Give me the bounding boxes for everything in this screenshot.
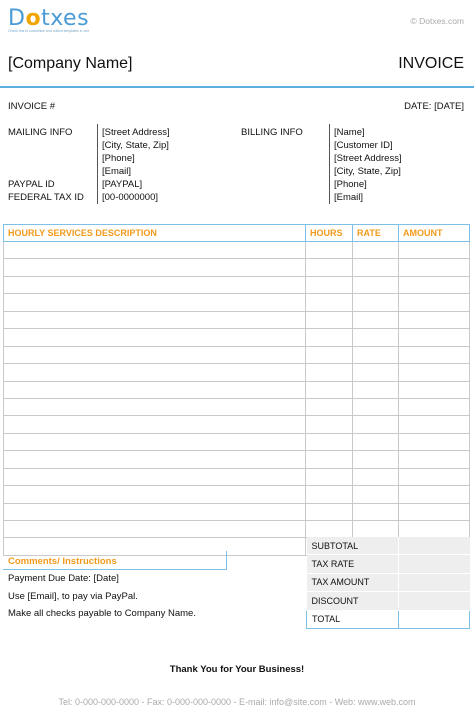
service-row — [4, 503, 470, 520]
rate-cell[interactable] — [353, 311, 399, 328]
mailing-info-label: MAILING INFO — [8, 127, 73, 138]
billing-line: [Email] — [334, 192, 364, 203]
rate-cell[interactable] — [353, 242, 399, 259]
hours-cell[interactable] — [306, 451, 353, 468]
invoice-number-label: INVOICE # — [8, 101, 55, 112]
service-row — [4, 451, 470, 468]
subtotal-label: SUBTOTAL — [307, 537, 399, 555]
hours-cell[interactable] — [306, 433, 353, 450]
tax-rate-value[interactable] — [399, 555, 470, 573]
description-cell[interactable] — [4, 503, 306, 520]
column-header-rate: RATE — [353, 225, 399, 242]
mailing-line: [Email] — [102, 166, 132, 177]
services-table — [3, 224, 469, 556]
totals-row-total — [307, 610, 470, 628]
service-row — [4, 468, 470, 485]
amount-cell[interactable] — [399, 294, 470, 311]
description-cell[interactable] — [4, 538, 306, 555]
service-row — [4, 242, 470, 259]
services-header-row — [4, 225, 470, 242]
service-row — [4, 433, 470, 450]
hours-cell[interactable] — [306, 398, 353, 415]
rate-cell[interactable] — [353, 468, 399, 485]
hours-cell[interactable] — [306, 381, 353, 398]
description-cell[interactable] — [4, 294, 306, 311]
amount-cell[interactable] — [399, 329, 470, 346]
copyright-text: © Dotxes.com — [410, 16, 464, 26]
amount-cell[interactable] — [399, 416, 470, 433]
service-row — [4, 486, 470, 503]
tax-id-value: [00-0000000] — [102, 192, 158, 203]
tax-id-label: FEDERAL TAX ID — [8, 192, 84, 203]
service-row — [4, 276, 470, 293]
rate-cell[interactable] — [353, 364, 399, 381]
totals-block — [306, 537, 469, 629]
service-row — [4, 346, 470, 363]
tax-amount-label: TAX AMOUNT — [307, 573, 399, 591]
service-row — [4, 398, 470, 415]
rate-cell[interactable] — [353, 398, 399, 415]
company-name: [Company Name] — [8, 55, 133, 72]
rate-cell[interactable] — [353, 451, 399, 468]
thank-you-message: Thank You for Your Business! — [169, 664, 305, 675]
hours-cell[interactable] — [306, 521, 353, 538]
hours-cell[interactable] — [306, 416, 353, 433]
amount-cell[interactable] — [399, 259, 470, 276]
subtotal-value[interactable] — [399, 537, 470, 555]
hours-cell[interactable] — [306, 259, 353, 276]
column-header-amount: AMOUNT — [399, 225, 470, 242]
rate-cell[interactable] — [353, 381, 399, 398]
billing-address — [334, 127, 402, 205]
totals-row-discount — [307, 592, 470, 610]
rate-cell[interactable] — [353, 294, 399, 311]
totals-row-subtotal — [307, 537, 470, 555]
header-divider — [0, 86, 474, 88]
billing-line: [Customer ID] — [334, 140, 393, 151]
paypal-label: PAYPAL ID — [8, 179, 55, 190]
rate-cell[interactable] — [353, 346, 399, 363]
service-row — [4, 381, 470, 398]
amount-cell[interactable] — [399, 398, 470, 415]
hours-cell[interactable] — [306, 468, 353, 485]
billing-line: [Phone] — [334, 179, 367, 190]
billing-info-label: BILLING INFO — [241, 127, 303, 138]
hours-cell[interactable] — [306, 346, 353, 363]
description-cell[interactable] — [4, 259, 306, 276]
mailing-line: [Phone] — [102, 153, 135, 164]
rate-cell[interactable] — [353, 416, 399, 433]
totals-row-tax-amount — [307, 573, 470, 591]
column-header-hours: HOURS — [306, 225, 353, 242]
amount-cell[interactable] — [399, 364, 470, 381]
description-cell[interactable] — [4, 329, 306, 346]
billing-divider — [329, 124, 330, 204]
logo-tagline: Check this to customize and collect templates in one — [8, 29, 90, 33]
service-row — [4, 259, 470, 276]
amount-cell[interactable] — [399, 276, 470, 293]
mailing-address — [102, 127, 170, 205]
amount-cell[interactable] — [399, 242, 470, 259]
description-cell[interactable] — [4, 346, 306, 363]
comments-divider-vertical — [226, 551, 227, 570]
hours-cell[interactable] — [306, 294, 353, 311]
billing-line: [City, State, Zip] — [334, 166, 401, 177]
hours-cell[interactable] — [306, 486, 353, 503]
dotxes-logo — [8, 6, 108, 38]
rate-cell[interactable] — [353, 486, 399, 503]
service-row — [4, 364, 470, 381]
description-cell[interactable] — [4, 416, 306, 433]
description-cell[interactable] — [4, 381, 306, 398]
comments-title: Comments/ Instructions — [8, 556, 117, 567]
logo-letter: D — [8, 6, 26, 31]
rate-cell[interactable] — [353, 259, 399, 276]
total-value[interactable] — [399, 610, 470, 628]
hours-cell[interactable] — [306, 503, 353, 520]
amount-cell[interactable] — [399, 311, 470, 328]
comment-line: Payment Due Date: [Date] — [8, 573, 119, 584]
total-label: TOTAL — [307, 610, 399, 628]
amount-cell[interactable] — [399, 381, 470, 398]
paypal-value: [PAYPAL] — [102, 179, 143, 190]
rate-cell[interactable] — [353, 503, 399, 520]
rate-cell[interactable] — [353, 521, 399, 538]
invoice-title: INVOICE — [398, 55, 464, 72]
mailing-line: [Street Address] — [102, 127, 170, 138]
service-row — [4, 329, 470, 346]
hours-cell[interactable] — [306, 364, 353, 381]
column-header-description: HOURLY SERVICES DESCRIPTION — [4, 225, 306, 242]
invoice-date: DATE: [DATE] — [404, 101, 464, 112]
description-cell[interactable] — [4, 486, 306, 503]
logo-letter-accent: o — [25, 6, 42, 31]
description-cell[interactable] — [4, 276, 306, 293]
hours-cell[interactable] — [306, 329, 353, 346]
amount-cell[interactable] — [399, 521, 470, 538]
logo-letters: txes — [41, 6, 90, 31]
billing-line: [Name] — [334, 127, 365, 138]
tax-amount-value[interactable] — [399, 573, 470, 591]
hours-cell[interactable] — [306, 276, 353, 293]
service-row — [4, 416, 470, 433]
hours-cell[interactable] — [306, 242, 353, 259]
description-cell[interactable] — [4, 433, 306, 450]
service-row — [4, 311, 470, 328]
amount-cell[interactable] — [399, 433, 470, 450]
description-cell[interactable] — [4, 242, 306, 259]
amount-cell[interactable] — [399, 503, 470, 520]
mailing-divider — [97, 124, 98, 204]
amount-cell[interactable] — [399, 468, 470, 485]
services-body — [4, 242, 470, 556]
comment-line: Use [Email], to pay via PayPal. — [8, 591, 138, 602]
description-cell[interactable] — [4, 364, 306, 381]
totals-row-tax-rate — [307, 555, 470, 573]
rate-cell[interactable] — [353, 276, 399, 293]
description-cell[interactable] — [4, 468, 306, 485]
description-cell[interactable] — [4, 521, 306, 538]
description-cell[interactable] — [4, 451, 306, 468]
contact-footer: Tel: 0-000-000-0000 - Fax: 0-000-000-0000 - E-mail: info@site.com - Web: www.web.com — [58, 697, 416, 707]
tax-rate-label: TAX RATE — [307, 555, 399, 573]
billing-line: [Street Address] — [334, 153, 402, 164]
amount-cell[interactable] — [399, 346, 470, 363]
amount-cell[interactable] — [399, 486, 470, 503]
rate-cell[interactable] — [353, 329, 399, 346]
discount-value[interactable] — [399, 592, 470, 610]
rate-cell[interactable] — [353, 433, 399, 450]
service-row — [4, 521, 470, 538]
discount-label: DISCOUNT — [307, 592, 399, 610]
comment-line: Make all checks payable to Company Name. — [8, 608, 196, 619]
description-cell[interactable] — [4, 311, 306, 328]
service-row — [4, 294, 470, 311]
description-cell[interactable] — [4, 398, 306, 415]
hours-cell[interactable] — [306, 311, 353, 328]
mailing-line: [City, State, Zip] — [102, 140, 169, 151]
comments-divider — [3, 569, 227, 570]
amount-cell[interactable] — [399, 451, 470, 468]
